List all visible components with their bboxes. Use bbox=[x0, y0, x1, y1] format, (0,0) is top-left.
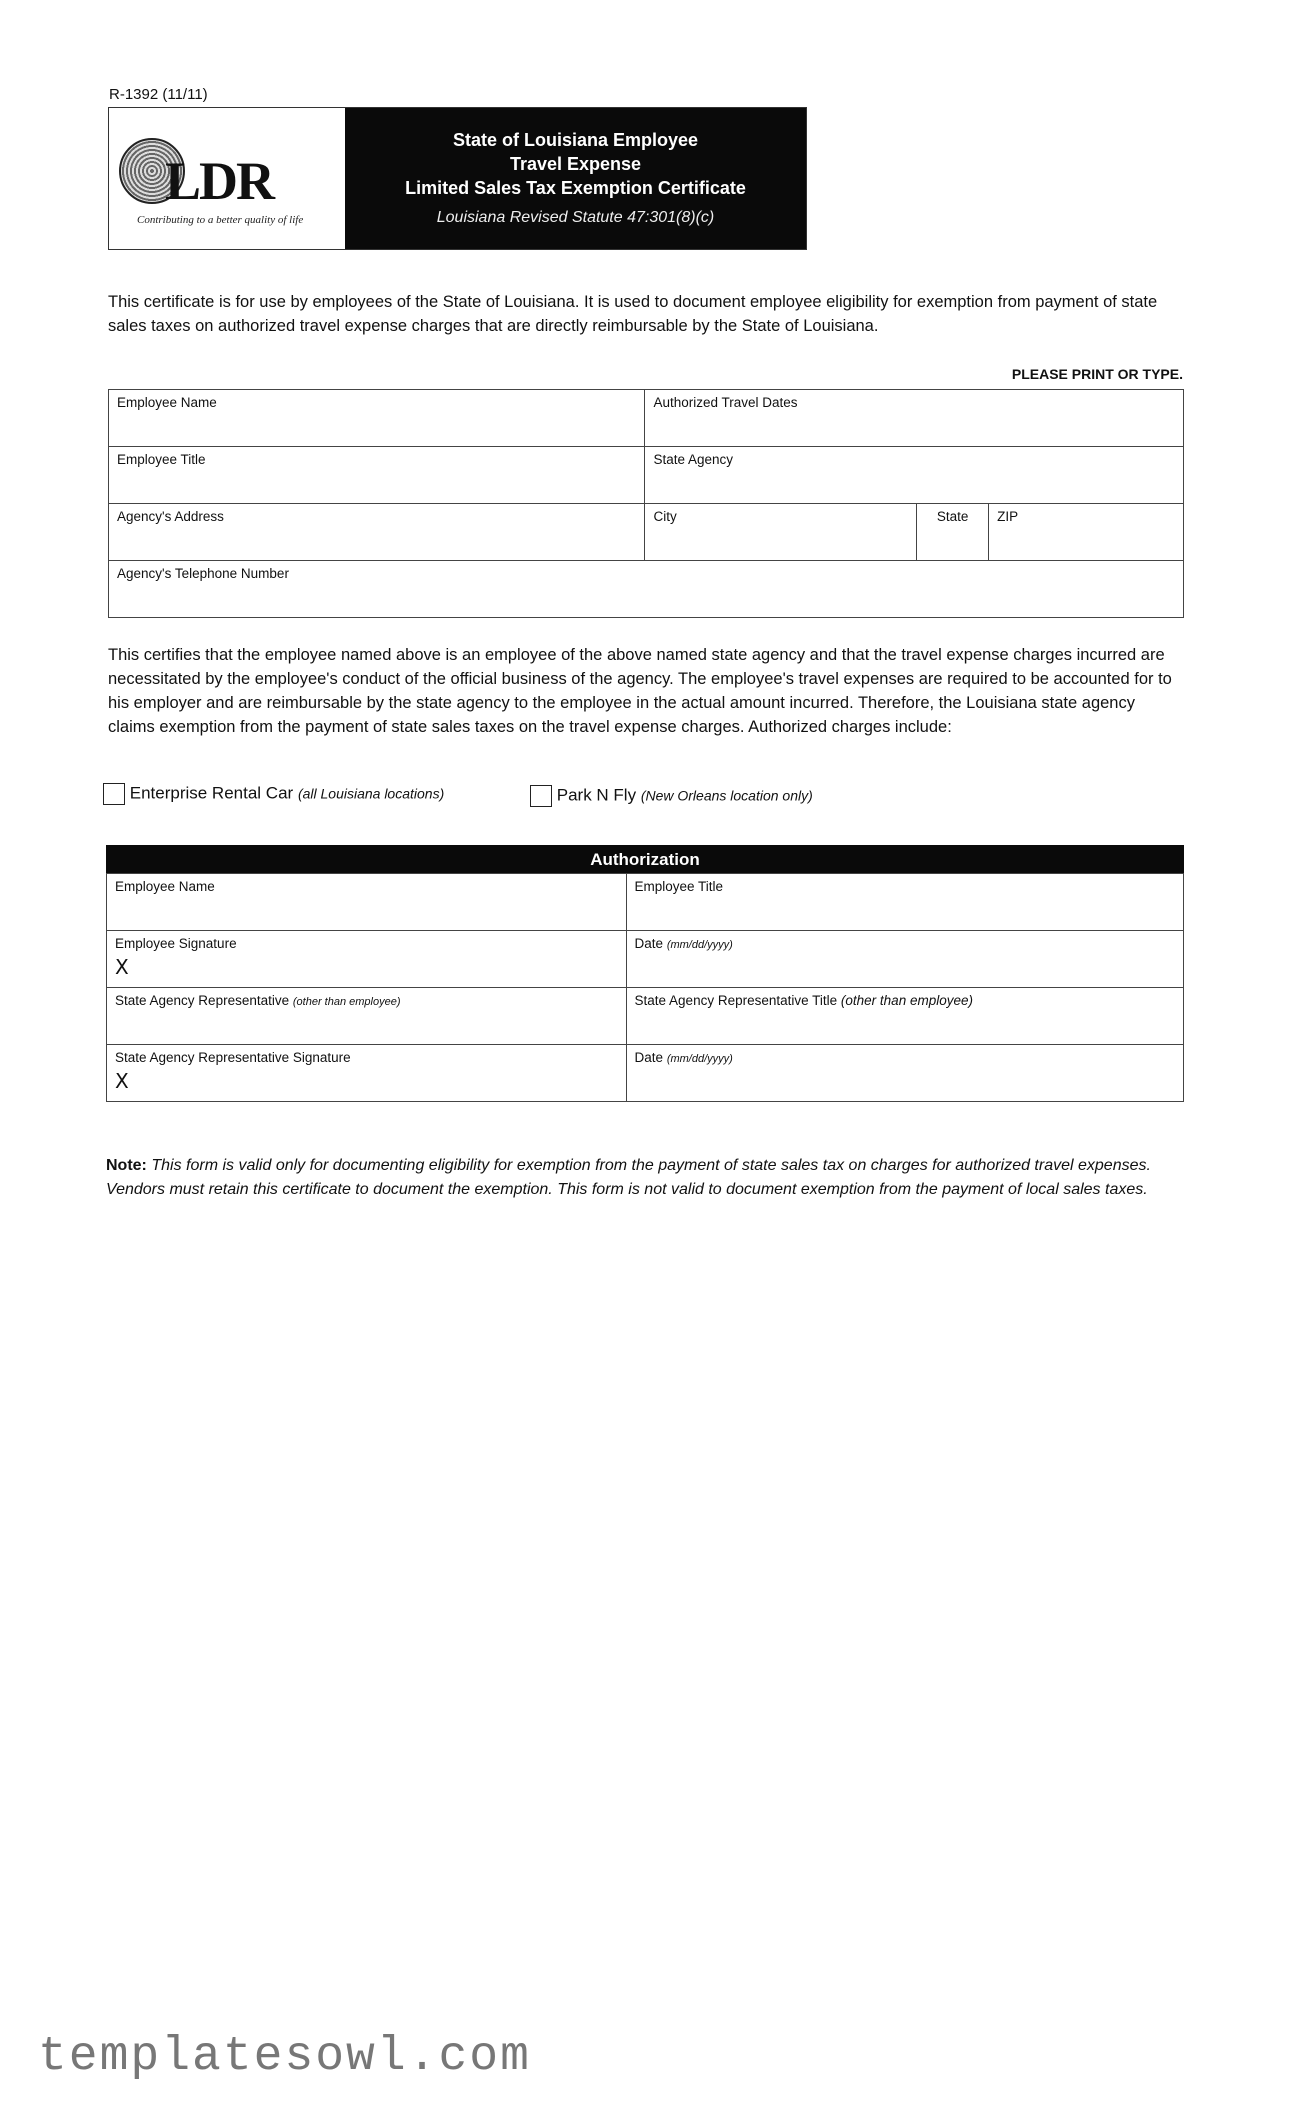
employee-title-field[interactable]: Employee Title bbox=[109, 447, 645, 504]
representative-label: State Agency Representative bbox=[115, 993, 290, 1008]
form-number: R-1392 (11/11) bbox=[109, 86, 208, 103]
representative-signature-label: State Agency Representative Signature bbox=[115, 1050, 351, 1065]
representative-title-label: State Agency Representative Title bbox=[634, 993, 838, 1008]
enterprise-label: Enterprise Rental Car bbox=[129, 783, 294, 803]
state-field[interactable]: State bbox=[917, 504, 989, 561]
date-label: Date bbox=[634, 936, 664, 951]
date-format: (mm/dd/yyyy) bbox=[666, 939, 733, 951]
employee-signature-label: Employee Signature bbox=[115, 936, 237, 951]
employee-signature-field[interactable] bbox=[107, 931, 627, 988]
certification-paragraph: This certifies that the employee named above is an employee of the above named state agency and that the travel expense charges incurred are necessitated by the employee's conduct of the official business of the agency. The employee's travel expenses are required to be accounted for to his employer and are reimbursable by the state agency to the employee in the actual amount incurred. Therefore, the Louisiana state agency claims exemption from the payment of state sales taxes on the travel expense charges. Authorized charges include: bbox=[108, 646, 1172, 736]
auth-employee-title-field[interactable]: Employee Title bbox=[626, 874, 1183, 931]
parknfly-label: Park N Fly bbox=[556, 785, 637, 805]
note-paragraph bbox=[106, 1154, 1184, 1202]
title-line-1: State of Louisiana Employee bbox=[452, 130, 699, 150]
auth-employee-name-field[interactable]: Employee Name bbox=[107, 874, 627, 931]
representative-title-field[interactable] bbox=[626, 988, 1183, 1045]
enterprise-option[interactable] bbox=[103, 783, 444, 805]
authorization-table bbox=[106, 873, 1184, 1102]
city-field[interactable]: City bbox=[645, 504, 917, 561]
representative-note: (other than employee) bbox=[292, 996, 401, 1008]
statute: Louisiana Revised Statute 47:301(8)(c) bbox=[436, 209, 715, 226]
travel-dates-field[interactable]: Authorized Travel Dates bbox=[645, 390, 1184, 447]
employee-info-table bbox=[108, 389, 1184, 618]
signature-x-mark: X bbox=[115, 955, 129, 979]
zip-field[interactable]: ZIP bbox=[989, 504, 1184, 561]
parknfly-note: (New Orleans location only) bbox=[640, 787, 813, 804]
note-text: This form is valid only for documenting eligibility for exemption from the payment of state sales tax on charges for authorized travel expenses. Vendors must retain this certificate to document the exemption. This form is not valid to document exemption from the payment of local sales taxes. bbox=[106, 1157, 1151, 1198]
agency-address-field[interactable]: Agency's Address bbox=[109, 504, 645, 561]
representative-date-field[interactable] bbox=[626, 1045, 1183, 1102]
title-line-3: Limited Sales Tax Exemption Certificate bbox=[405, 178, 746, 198]
logo-tagline: Contributing to a better quality of life bbox=[137, 214, 304, 226]
watermark: templatesowl.com bbox=[38, 2030, 531, 2084]
employee-name-field[interactable]: Employee Name bbox=[109, 390, 645, 447]
rep-date-label: Date bbox=[634, 1050, 664, 1065]
intro-paragraph: This certificate is for use by employees of the State of Louisiana. It is used to document employee eligibility for exemption from payment of state sales taxes on authorized travel expense charges that are directly reimbursable by the State of Louisiana. bbox=[108, 293, 1158, 335]
enterprise-note: (all Louisiana locations) bbox=[297, 785, 445, 802]
parknfly-checkbox[interactable] bbox=[530, 785, 552, 807]
rep-date-format: (mm/dd/yyyy) bbox=[666, 1053, 733, 1065]
form-header bbox=[108, 107, 807, 250]
rep-signature-x-mark: X bbox=[115, 1069, 129, 1093]
representative-title-note: (other than employee) bbox=[840, 993, 973, 1008]
title-box bbox=[345, 108, 806, 249]
logo-text: LDR bbox=[165, 151, 274, 211]
state-agency-field[interactable]: State Agency bbox=[645, 447, 1184, 504]
enterprise-checkbox[interactable] bbox=[103, 783, 125, 805]
print-notice: PLEASE PRINT OR TYPE. bbox=[1011, 366, 1183, 382]
note-label: Note: bbox=[106, 1157, 147, 1174]
parknfly-option[interactable] bbox=[530, 785, 813, 807]
representative-field[interactable] bbox=[107, 988, 627, 1045]
representative-signature-field[interactable] bbox=[107, 1045, 627, 1102]
title-line-2: Travel Expense bbox=[509, 154, 642, 174]
ldr-logo bbox=[109, 108, 345, 249]
employee-date-field[interactable] bbox=[626, 931, 1183, 988]
authorization-header: Authorization bbox=[106, 845, 1184, 874]
telephone-field[interactable]: Agency's Telephone Number bbox=[109, 561, 1184, 618]
